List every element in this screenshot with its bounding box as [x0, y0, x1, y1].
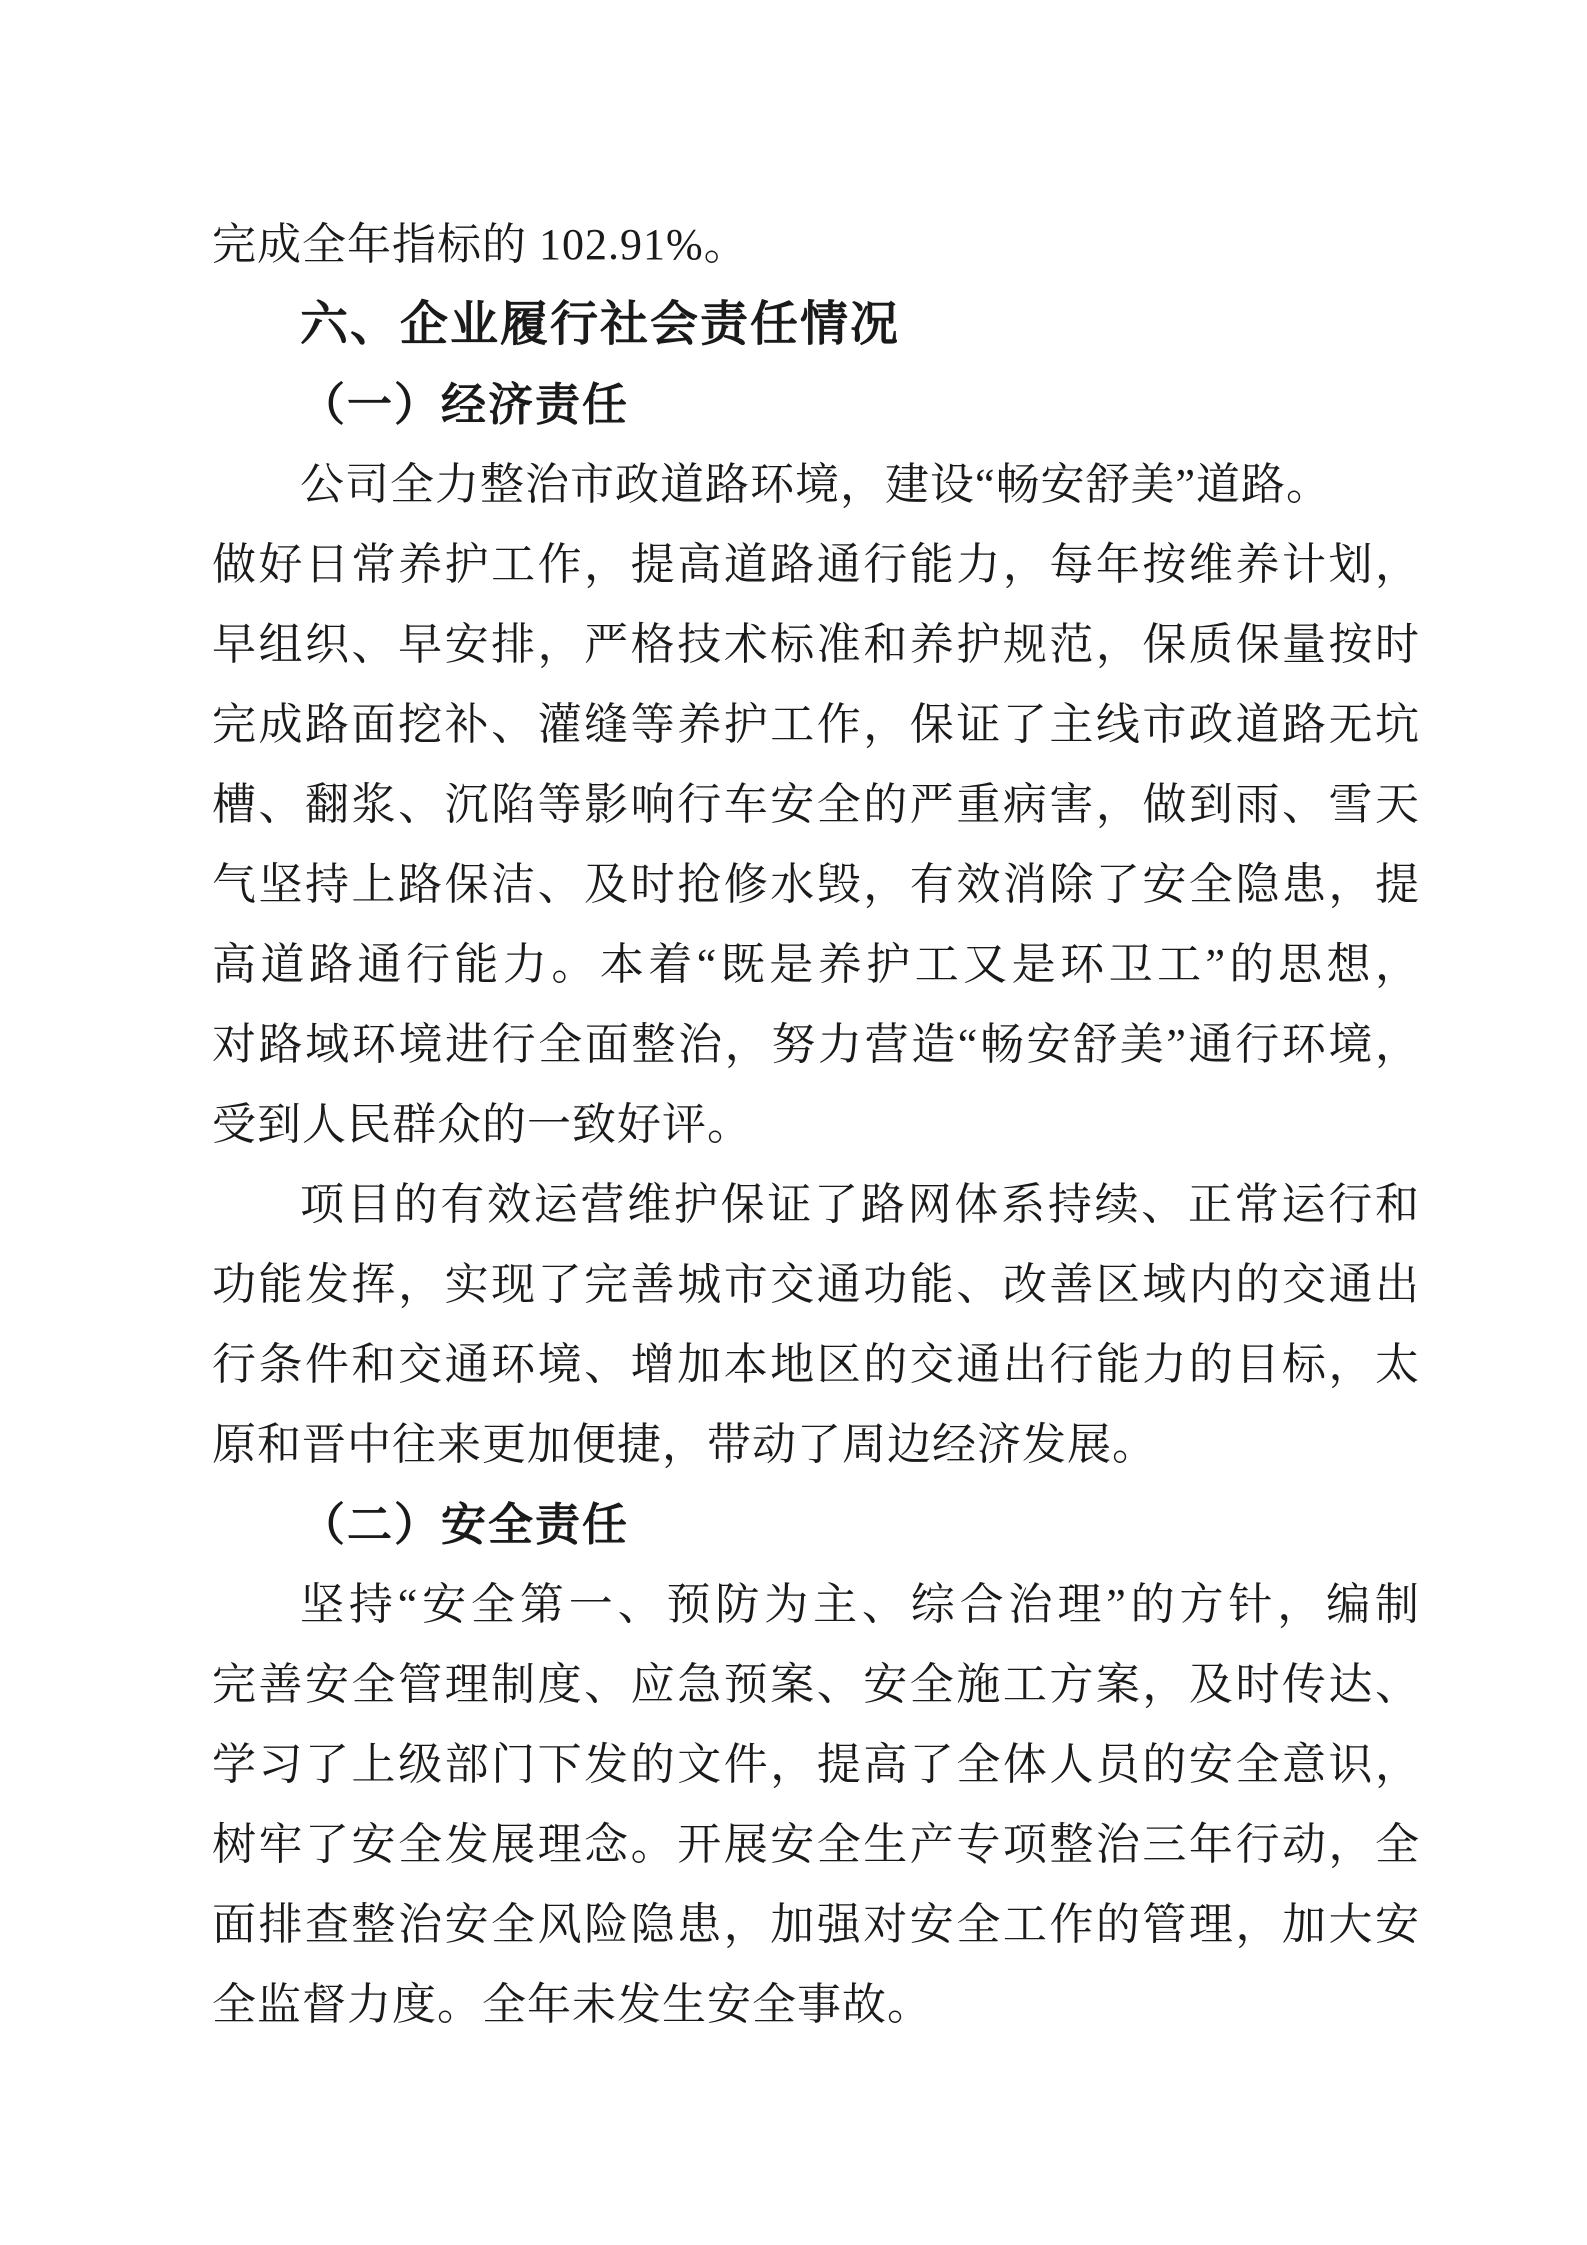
paragraph-line: 原和晋中往来更加便捷，带动了周边经济发展。 [212, 1420, 1157, 1469]
paragraph-line: 早组织、早安排，严格技术标准和养护规范，保质保量按时 [212, 620, 1420, 669]
paragraph-line: 做好日常养护工作，提高道路通行能力，每年按维养计划， [212, 540, 1420, 589]
paragraph-line: 坚持“安全第一、预防为主、综合治理”的方针，编制 [300, 1580, 1420, 1629]
paragraph-line: 完善安全管理制度、应急预案、安全施工方案，及时传达、 [212, 1660, 1420, 1709]
subsection-heading: （一）经济责任 [300, 380, 630, 430]
subsection-heading: （二）安全责任 [300, 1500, 630, 1550]
paragraph-line: 对路域环境进行全面整治，努力营造“畅安舒美”通行环境， [212, 1020, 1420, 1069]
paragraph-line: 面排查整治安全风险隐患，加强对安全工作的管理，加大安 [212, 1900, 1420, 1949]
paragraph-line: 项目的有效运营维护保证了路网体系持续、正常运行和 [300, 1180, 1420, 1229]
document-content [212, 205, 1420, 2045]
paragraph-line: 受到人民群众的一致好评。 [212, 1100, 752, 1149]
paragraph-line: 高道路通行能力。本着“既是养护工又是环卫工”的思想， [212, 940, 1420, 989]
paragraph-line: 功能发挥，实现了完善城市交通功能、改善区域内的交通出 [212, 1260, 1420, 1309]
paragraph-line: 完成全年指标的 102.91%。 [212, 220, 749, 269]
section-heading: 六、企业履行社会责任情况 [300, 298, 901, 351]
paragraph-line: 气坚持上路保洁、及时抢修水毁，有效消除了安全隐患，提 [212, 860, 1420, 909]
paragraph-line: 槽、翻浆、沉陷等影响行车安全的严重病害，做到雨、雪天 [212, 780, 1420, 829]
paragraph-line: 全监督力度。全年未发生安全事故。 [212, 1980, 932, 2029]
paragraph-line: 完成路面挖补、灌缝等养护工作，保证了主线市政道路无坑 [212, 700, 1420, 749]
paragraph-line: 行条件和交通环境、增加本地区的交通出行能力的目标，太 [212, 1340, 1420, 1389]
paragraph-line: 公司全力整治市政道路环境，建设“畅安舒美”道路。 [300, 460, 1332, 509]
paragraph-line: 树牢了安全发展理念。开展安全生产专项整治三年行动，全 [212, 1820, 1420, 1869]
paragraph-line: 学习了上级部门下发的文件，提高了全体人员的安全意识， [212, 1740, 1420, 1789]
